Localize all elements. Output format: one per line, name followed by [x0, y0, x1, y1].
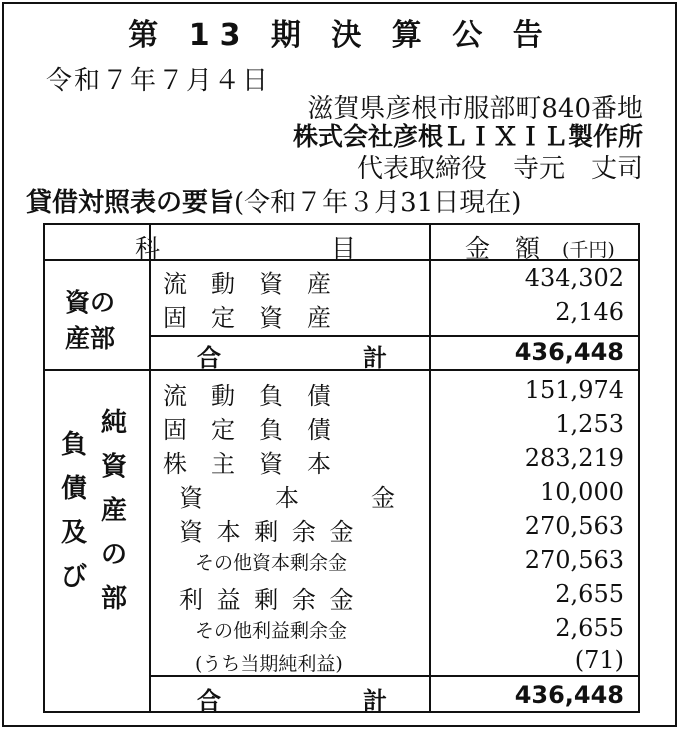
- liab-label-fixed: 固 定 負 債: [163, 416, 331, 444]
- representative: 代表取締役 寺元 丈司: [356, 154, 643, 184]
- assets-total-value: 436,448: [514, 338, 624, 366]
- assets-total-label-2: 計: [363, 344, 387, 372]
- header-amount: 金 額: [465, 234, 541, 263]
- assets-total-line: [149, 335, 638, 337]
- liab-label-capital: 資 本 金: [179, 484, 395, 512]
- liab-label-char: 資: [100, 452, 127, 482]
- liab-label-char: 債: [60, 474, 87, 504]
- company-name: 株式会社彦根ＬＩＸＩＬ製作所: [292, 122, 643, 151]
- liab-label-other-retained-earnings: その他利益剰余金: [195, 620, 348, 642]
- liab-label-shareholders-equity: 株 主 資 本: [163, 450, 331, 478]
- header-subject-1: 科: [135, 234, 161, 263]
- liab-label-char: の: [100, 540, 127, 570]
- liab-label-net-income: (うち当期純利益): [195, 653, 343, 675]
- liab-label-char: 産: [100, 496, 127, 526]
- liab-label-current: 流 動 負 債: [163, 382, 331, 410]
- balance-sheet-heading: [26, 182, 521, 219]
- liab-label-col1: [59, 423, 89, 599]
- assets-bottom-line: [45, 369, 638, 371]
- divider-category: [149, 225, 151, 711]
- liab-value-other-retained-earnings: 2,655: [555, 614, 624, 642]
- assets-section-label-2: 産部: [65, 324, 116, 353]
- liab-label-retained-earnings: 利 益 剰 余 金: [179, 586, 357, 614]
- asset-value-current: 434,302: [524, 264, 624, 292]
- liab-value-retained-earnings: 2,655: [555, 580, 624, 608]
- divider-amount: [429, 225, 431, 711]
- liab-total-label-2: 計: [363, 687, 387, 715]
- liab-value-net-income: (71): [574, 646, 624, 674]
- asset-label-current: 流 動 資 産: [163, 270, 331, 298]
- notice-title: 第 13 期 決 算 公 告: [128, 18, 553, 53]
- liab-value-other-capital-surplus: 270,563: [524, 546, 624, 574]
- liab-label-capital-surplus: 資 本 剰 余 金: [179, 518, 357, 546]
- liab-value-shareholders-equity: 283,219: [524, 444, 624, 472]
- company-address: 滋賀県彦根市服部町840番地: [307, 94, 643, 124]
- liab-label-char: び: [60, 562, 87, 592]
- liab-label-char: 負: [60, 430, 87, 460]
- assets-total-label-1: 合: [197, 344, 221, 372]
- liab-label-char: 純: [100, 408, 127, 438]
- asset-value-fixed: 2,146: [555, 298, 624, 326]
- header-unit: (千円): [562, 239, 615, 261]
- liab-value-capital: 10,000: [540, 478, 624, 506]
- liab-value-current: 151,974: [524, 376, 624, 404]
- liab-value-fixed: 1,253: [555, 410, 624, 438]
- liab-total-label-1: 合: [197, 687, 221, 715]
- notice-date: 令和７年７月４日: [46, 66, 271, 96]
- asset-label-fixed: 固 定 資 産: [163, 304, 331, 332]
- balance-sheet-title: 貸借対照表の要旨: [26, 188, 235, 218]
- balance-sheet-date: (令和７年３月31日現在): [234, 188, 522, 218]
- liab-label-other-capital-surplus: その他資本剰余金: [195, 552, 348, 574]
- liab-label-char: 部: [100, 584, 127, 614]
- liab-label-char: 及: [60, 518, 87, 548]
- liab-label-col2: [99, 401, 129, 621]
- liab-value-capital-surplus: 270,563: [524, 512, 624, 540]
- liab-total-value: 436,448: [514, 681, 624, 709]
- assets-section-label-1: 資の: [65, 288, 116, 317]
- header-subject-2: 目: [331, 234, 357, 263]
- balance-sheet-table: [43, 223, 640, 713]
